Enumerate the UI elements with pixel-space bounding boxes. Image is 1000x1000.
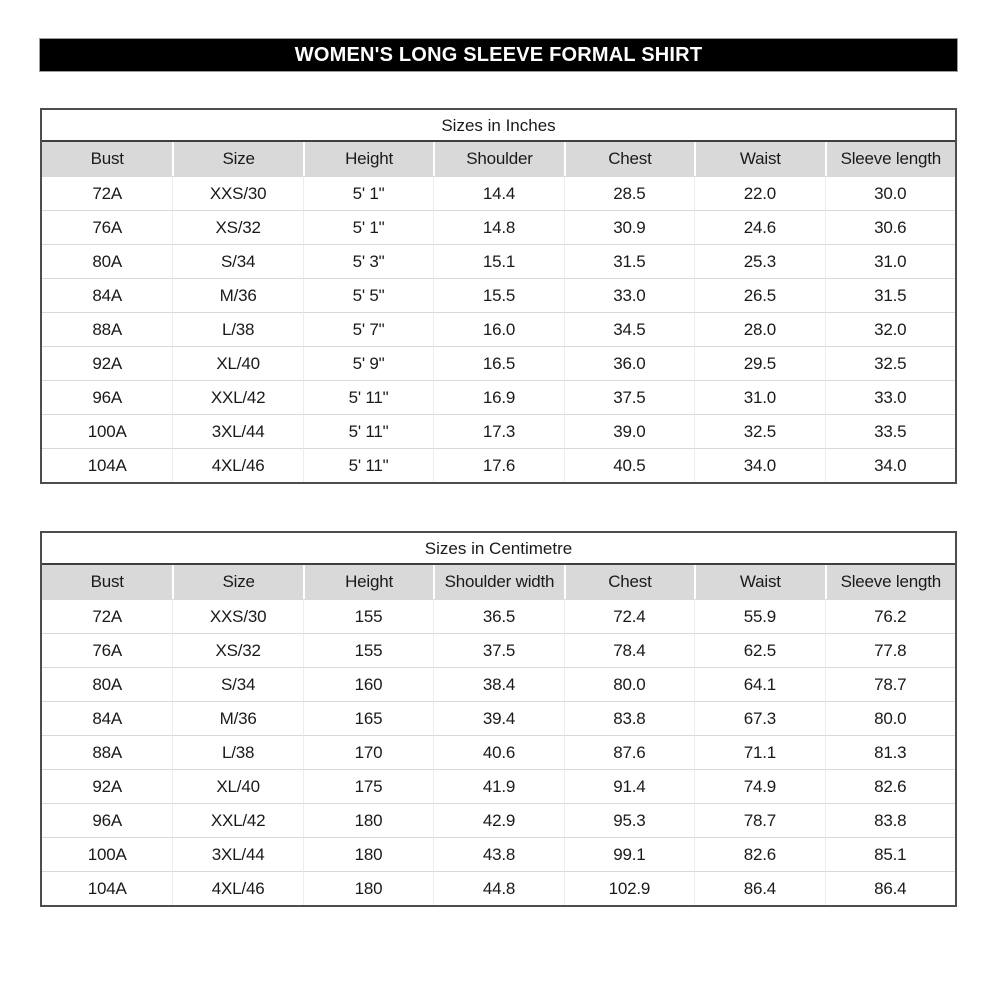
table-row [42, 803, 955, 837]
table-cell: 16.9 [433, 380, 563, 414]
table-row [42, 244, 955, 278]
table-cell: 29.5 [694, 346, 824, 380]
column-header: Sleeve length [825, 142, 955, 176]
table-row [42, 769, 955, 803]
table-cell: L/38 [172, 312, 302, 346]
table-cell: 17.6 [433, 448, 563, 482]
table-cell: 5' 5" [303, 278, 433, 312]
table-cell: 33.0 [564, 278, 694, 312]
table-cell: 74.9 [694, 769, 824, 803]
table-cell: S/34 [172, 244, 302, 278]
table-cell: 64.1 [694, 667, 824, 701]
table-cell: 170 [303, 735, 433, 769]
table-cell: 88A [42, 735, 172, 769]
table-cell: 25.3 [694, 244, 824, 278]
table-cell: 83.8 [825, 803, 955, 837]
table-cell: XXS/30 [172, 599, 302, 633]
table-cell: 67.3 [694, 701, 824, 735]
table-row [42, 414, 955, 448]
table-cell: 37.5 [433, 633, 563, 667]
table-cell: 15.1 [433, 244, 563, 278]
table-cell: 5' 1" [303, 176, 433, 210]
table-cell: 4XL/46 [172, 871, 302, 905]
table-cell: 16.0 [433, 312, 563, 346]
table-cell: 175 [303, 769, 433, 803]
table-cell: 96A [42, 803, 172, 837]
table-cell: 55.9 [694, 599, 824, 633]
table-cell: XXL/42 [172, 803, 302, 837]
table-cell: 95.3 [564, 803, 694, 837]
table-cell: 32.5 [694, 414, 824, 448]
table-row [42, 176, 955, 210]
table-cell: XL/40 [172, 346, 302, 380]
table-row [42, 701, 955, 735]
table-cell: 62.5 [694, 633, 824, 667]
table-cell: 72.4 [564, 599, 694, 633]
table-cell: 30.9 [564, 210, 694, 244]
column-header: Waist [694, 142, 824, 176]
table-cell: 91.4 [564, 769, 694, 803]
table-cell: 80A [42, 667, 172, 701]
table-cell: 5' 1" [303, 210, 433, 244]
table-row [42, 346, 955, 380]
table-cell: XXS/30 [172, 176, 302, 210]
table-cell: 5' 9" [303, 346, 433, 380]
table-row [42, 599, 955, 633]
page-title-bar [39, 38, 958, 72]
table-cell: 15.5 [433, 278, 563, 312]
table-cell: 76A [42, 210, 172, 244]
table-cell: 99.1 [564, 837, 694, 871]
table-cell: 160 [303, 667, 433, 701]
table-cell: 30.6 [825, 210, 955, 244]
table-cell: 104A [42, 871, 172, 905]
table-cell: 96A [42, 380, 172, 414]
table-cell: 80A [42, 244, 172, 278]
column-header: Height [303, 142, 433, 176]
table-header-row [42, 142, 955, 176]
table-cell: 38.4 [433, 667, 563, 701]
table-cell: 5' 11" [303, 380, 433, 414]
table-cell: 84A [42, 278, 172, 312]
table-cell: 28.0 [694, 312, 824, 346]
column-header: Bust [42, 142, 172, 176]
table-cell: 3XL/44 [172, 414, 302, 448]
table-cell: 87.6 [564, 735, 694, 769]
table-cell: 102.9 [564, 871, 694, 905]
table-cell: 81.3 [825, 735, 955, 769]
table-cell: 34.5 [564, 312, 694, 346]
table-cell: 4XL/46 [172, 448, 302, 482]
table-row [42, 380, 955, 414]
table-row [42, 278, 955, 312]
table-cell: 40.6 [433, 735, 563, 769]
table-cell: M/36 [172, 278, 302, 312]
table-cell: 72A [42, 599, 172, 633]
table-cell: 86.4 [825, 871, 955, 905]
table-cell: 180 [303, 871, 433, 905]
table-row [42, 633, 955, 667]
table-cell: 71.1 [694, 735, 824, 769]
column-header: Shoulder [433, 142, 563, 176]
column-header: Size [172, 142, 302, 176]
table-caption: Sizes in Centimetre [42, 533, 955, 565]
table-cell: 44.8 [433, 871, 563, 905]
table-cell: 82.6 [825, 769, 955, 803]
table-cell: XXL/42 [172, 380, 302, 414]
table-cell: 80.0 [564, 667, 694, 701]
table-cell: XS/32 [172, 633, 302, 667]
table-cell: 78.7 [825, 667, 955, 701]
table-cell: 5' 11" [303, 414, 433, 448]
table-cell: 26.5 [694, 278, 824, 312]
table-cell: 31.0 [694, 380, 824, 414]
table-cell: 16.5 [433, 346, 563, 380]
table-row [42, 667, 955, 701]
table-cell: 86.4 [694, 871, 824, 905]
table-cell: 32.0 [825, 312, 955, 346]
table-cell: 30.0 [825, 176, 955, 210]
table-cell: 92A [42, 769, 172, 803]
table-cell: L/38 [172, 735, 302, 769]
column-header: Bust [42, 565, 172, 599]
table-cell: 83.8 [564, 701, 694, 735]
table-cell: 72A [42, 176, 172, 210]
table-cell: 14.4 [433, 176, 563, 210]
column-header: Chest [564, 142, 694, 176]
table-cell: 85.1 [825, 837, 955, 871]
table-cell: 43.8 [433, 837, 563, 871]
table-cell: 24.6 [694, 210, 824, 244]
table-cell: 76A [42, 633, 172, 667]
table-cell: 34.0 [694, 448, 824, 482]
table-cell: 14.8 [433, 210, 563, 244]
table-cell: 33.0 [825, 380, 955, 414]
table-cell: 31.5 [564, 244, 694, 278]
column-header: Sleeve length [825, 565, 955, 599]
page-title: WOMEN'S LONG SLEEVE FORMAL SHIRT [294, 43, 703, 66]
table-cell: 5' 3" [303, 244, 433, 278]
column-header: Shoulder width [433, 565, 563, 599]
table-cell: 155 [303, 599, 433, 633]
table-cell: 36.0 [564, 346, 694, 380]
table-cell: 36.5 [433, 599, 563, 633]
table-cell: 34.0 [825, 448, 955, 482]
table-cell: 40.5 [564, 448, 694, 482]
table-header-row [42, 565, 955, 599]
table-row [42, 312, 955, 346]
column-header: Waist [694, 565, 824, 599]
table-cell: 17.3 [433, 414, 563, 448]
column-header: Height [303, 565, 433, 599]
table-row [42, 448, 955, 482]
table-row [42, 871, 955, 905]
table-cell: 22.0 [694, 176, 824, 210]
table-cell: 100A [42, 414, 172, 448]
table-cell: 32.5 [825, 346, 955, 380]
table-cell: 78.7 [694, 803, 824, 837]
inches-size-table [40, 108, 957, 484]
table-cell: 104A [42, 448, 172, 482]
table-cell: 84A [42, 701, 172, 735]
table-cell: 31.0 [825, 244, 955, 278]
table-cell: 100A [42, 837, 172, 871]
table-row [42, 210, 955, 244]
table-cell: 88A [42, 312, 172, 346]
table-cell: 28.5 [564, 176, 694, 210]
table-cell: 180 [303, 837, 433, 871]
table-cell: 180 [303, 803, 433, 837]
table-cell: 92A [42, 346, 172, 380]
table-cell: 3XL/44 [172, 837, 302, 871]
table-cell: 165 [303, 701, 433, 735]
table-cell: 155 [303, 633, 433, 667]
table-cell: XL/40 [172, 769, 302, 803]
table-row [42, 837, 955, 871]
table-caption: Sizes in Inches [42, 110, 955, 142]
table-cell: 33.5 [825, 414, 955, 448]
table-cell: 77.8 [825, 633, 955, 667]
table-cell: 5' 11" [303, 448, 433, 482]
column-header: Chest [564, 565, 694, 599]
column-header: Size [172, 565, 302, 599]
table-cell: 42.9 [433, 803, 563, 837]
table-cell: 5' 7" [303, 312, 433, 346]
table-cell: 41.9 [433, 769, 563, 803]
table-cell: 80.0 [825, 701, 955, 735]
table-cell: 78.4 [564, 633, 694, 667]
table-cell: 76.2 [825, 599, 955, 633]
table-cell: S/34 [172, 667, 302, 701]
table-cell: 31.5 [825, 278, 955, 312]
table-cell: M/36 [172, 701, 302, 735]
table-cell: XS/32 [172, 210, 302, 244]
table-cell: 37.5 [564, 380, 694, 414]
table-cell: 39.4 [433, 701, 563, 735]
centimetre-size-table [40, 531, 957, 907]
table-cell: 82.6 [694, 837, 824, 871]
table-row [42, 735, 955, 769]
table-cell: 39.0 [564, 414, 694, 448]
